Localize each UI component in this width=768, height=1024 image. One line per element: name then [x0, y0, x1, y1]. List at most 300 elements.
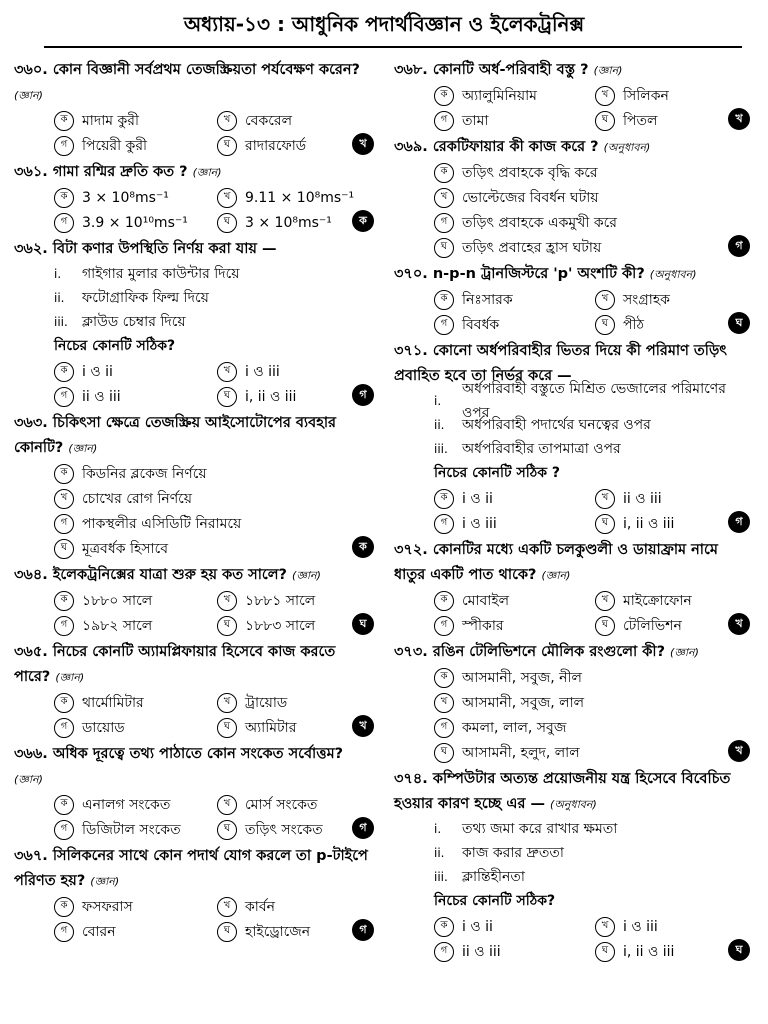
question-item	[394, 58, 750, 133]
answer-option[interactable]	[595, 108, 750, 133]
question-text	[14, 411, 374, 461]
statement-numeral: ii.	[54, 291, 65, 305]
answer-option[interactable]	[434, 511, 589, 536]
option-marker-icon: খ	[217, 188, 237, 208]
option-text: মোবাইল	[462, 592, 510, 609]
answer-option[interactable]	[434, 160, 750, 185]
answer-option[interactable]	[54, 108, 211, 133]
option-marker-icon: গ	[54, 514, 74, 534]
answer-option[interactable]	[434, 740, 750, 765]
options-grid	[14, 185, 374, 235]
option-text: অ্যালুমিনিয়াম	[462, 87, 537, 104]
answer-badge: খ	[352, 133, 374, 155]
question-item	[14, 640, 374, 740]
answer-badge: ক	[352, 210, 374, 232]
answer-badge: গ	[352, 384, 374, 406]
option-marker-icon: খ	[217, 591, 237, 611]
options-grid	[14, 108, 374, 158]
answer-option[interactable]	[54, 690, 211, 715]
answer-option[interactable]	[595, 914, 750, 939]
answer-option[interactable]	[54, 486, 374, 511]
option-marker-icon: ক	[434, 917, 454, 937]
question-item	[14, 844, 374, 944]
question-number: ৩৭৪.	[394, 771, 428, 787]
option-text: রাদারফোর্ড	[245, 137, 307, 154]
answer-option[interactable]	[217, 919, 374, 944]
answer-option[interactable]	[217, 185, 374, 210]
statement-numeral: ii.	[434, 846, 445, 860]
answer-option[interactable]	[217, 792, 374, 817]
question-text	[394, 58, 750, 83]
option-text: সিলিকন	[623, 87, 669, 104]
question-item	[394, 262, 750, 337]
option-text: তড়িৎ প্রবাহকে বৃদ্ধি করে	[462, 164, 598, 181]
statement-text: অর্ধপরিবাহী পদার্থের ঘনত্বের ওপর	[462, 417, 651, 433]
option-text: সংগ্রাহক	[623, 291, 670, 308]
question-number: ৩৬৪.	[14, 567, 48, 583]
option-marker-icon: গ	[54, 820, 74, 840]
option-marker-icon: গ	[54, 922, 74, 942]
option-text: ট্রায়োড	[245, 694, 288, 711]
option-text: আসামনী, হলুদ, লাল	[462, 744, 580, 761]
option-marker-icon: গ	[54, 136, 74, 156]
option-marker-icon: ক	[54, 188, 74, 208]
option-marker-icon: গ	[54, 387, 74, 407]
option-text: কার্বন	[245, 898, 276, 915]
option-marker-icon: ঘ	[54, 539, 74, 559]
question-tag: (অনুধাবন)	[649, 268, 697, 281]
question-number: ৩৬২.	[14, 241, 48, 257]
question-tag: (জ্ঞান)	[14, 773, 43, 786]
option-text: স্পীকার	[462, 617, 504, 634]
question-text	[394, 135, 750, 160]
option-text: চোখের রোগ নির্ণয়ে	[82, 490, 193, 507]
question-item	[14, 58, 374, 158]
option-marker-icon: গ	[434, 514, 454, 534]
header-divider	[44, 46, 742, 48]
answer-option[interactable]	[54, 359, 211, 384]
answer-option[interactable]	[54, 461, 374, 486]
option-text: i ও iii	[623, 918, 658, 935]
question-item	[14, 411, 374, 561]
option-text: ii ও iii	[623, 490, 662, 507]
question-body: কোনো অর্ধপরিবাহীর ভিতর দিয়ে কী পরিমাণ তড়িৎ প্রবাহিত হবে তা নির্ভর করে —	[394, 343, 728, 384]
option-marker-icon: ঘ	[217, 136, 237, 156]
option-text: বোরন	[82, 923, 116, 940]
question-number: ৩৬৭.	[14, 848, 48, 864]
statement-numeral: iii.	[434, 442, 448, 456]
option-marker-icon: ক	[54, 591, 74, 611]
options-grid	[14, 792, 374, 842]
question-text	[14, 58, 374, 108]
option-marker-icon: খ	[217, 693, 237, 713]
statement-numeral: iii.	[54, 315, 68, 329]
question-body: কোন বিজ্ঞানী সর্বপ্রথম তেজস্ক্রিয়তা পর্যবেক্ষণ করেন?	[47, 62, 360, 78]
option-text: i, ii ও iii	[245, 388, 297, 405]
statement-numeral: i.	[434, 822, 442, 836]
question-body: রঙিন টেলিভিশনে মৌলিক রংগুলো কী?	[427, 644, 671, 660]
options-grid	[14, 588, 374, 638]
question-text	[394, 640, 750, 665]
option-text: কমলা, লাল, সবুজ	[462, 719, 567, 736]
answer-badge: ক	[352, 536, 374, 558]
answer-badge: গ	[728, 511, 750, 533]
question-number: ৩৬০.	[14, 62, 48, 78]
answer-option[interactable]	[217, 384, 374, 409]
answer-option[interactable]	[595, 588, 750, 613]
option-text: ii ও iii	[462, 943, 501, 960]
option-marker-icon: ঘ	[217, 718, 237, 738]
answer-badge: ঘ	[352, 613, 374, 635]
option-text: পাকস্থলীর এসিডিটি নিরাময়ে	[82, 515, 242, 532]
statement-item	[394, 841, 750, 865]
option-marker-icon: খ	[434, 693, 454, 713]
right-column	[394, 58, 750, 966]
option-text: ii ও iii	[82, 388, 121, 405]
option-text: 3 × 10⁸ms⁻¹	[82, 189, 169, 206]
answer-option[interactable]	[54, 536, 374, 561]
answer-option[interactable]	[595, 287, 750, 312]
question-body: গামা রশ্মির দ্রুতি কত ?	[47, 164, 193, 180]
statement-item	[14, 310, 374, 334]
answer-badge: খ	[352, 715, 374, 737]
question-body: বিটা কণার উপস্থিতি নির্ণয় করা যায় —	[47, 241, 277, 257]
option-marker-icon: ক	[54, 111, 74, 131]
option-marker-icon: ক	[434, 290, 454, 310]
option-text: ফসফরাস	[82, 898, 133, 915]
option-marker-icon: ঘ	[595, 514, 615, 534]
options-grid	[394, 588, 750, 638]
question-tag: (জ্ঞান)	[670, 646, 699, 659]
option-marker-icon: খ	[54, 489, 74, 509]
option-marker-icon: খ	[595, 86, 615, 106]
option-text: পিতল	[623, 112, 658, 129]
option-text: তামা	[462, 112, 489, 129]
options-grid	[394, 914, 750, 964]
question-body: সিলিকনের সাথে কোন পদার্থ যোগ করলে তা p-টাইপে পরিণত হয়?	[14, 848, 368, 889]
statement-text: ক্লাউড চেম্বার দিয়ে	[82, 314, 186, 330]
option-text: i, ii ও iii	[623, 943, 675, 960]
option-text: i ও ii	[462, 490, 493, 507]
option-text: টেলিভিশন	[623, 617, 682, 634]
answer-option[interactable]	[217, 894, 374, 919]
option-marker-icon: ক	[434, 668, 454, 688]
option-marker-icon: ক	[54, 362, 74, 382]
answer-option[interactable]	[54, 894, 211, 919]
option-text: থার্মোমিটার	[82, 694, 144, 711]
question-body: কোনটির মধ্যে একটি চলকুণ্ডলী ও ডায়াফ্রাম নামে ধাতুর একটি পাত থাকে?	[394, 542, 718, 583]
answer-option[interactable]	[217, 613, 374, 638]
option-marker-icon: ক	[54, 464, 74, 484]
answer-option[interactable]	[217, 108, 374, 133]
answer-badge: ঘ	[728, 939, 750, 961]
option-marker-icon: ক	[54, 795, 74, 815]
option-text: বিবর্ধক	[462, 316, 500, 333]
question-body: চিকিৎসা ক্ষেত্রে তেজস্ক্রিয় আইসোটোপের ব্যবহার কোনটি?	[14, 415, 336, 456]
option-marker-icon: খ	[595, 290, 615, 310]
answer-option[interactable]	[434, 613, 589, 638]
option-marker-icon: খ	[595, 489, 615, 509]
option-marker-icon: ক	[54, 693, 74, 713]
question-body: অধিক দূরত্বে তথ্য পাঠাতে কোন সংকেত সর্বোত্তম?	[47, 746, 344, 762]
option-marker-icon: গ	[54, 213, 74, 233]
answer-option[interactable]	[434, 108, 589, 133]
statement-text: অর্ধপরিবাহী বস্তুতে মিশ্রিত ভেজালের পরিমাণের ওপর	[462, 381, 726, 421]
answer-badge: গ	[352, 817, 374, 839]
option-marker-icon: গ	[434, 111, 454, 131]
answer-option[interactable]	[434, 287, 589, 312]
option-text: তড়িৎ প্রবাহকে একমুখী করে	[462, 214, 617, 231]
answer-option[interactable]	[595, 511, 750, 536]
answer-option[interactable]	[434, 588, 589, 613]
answer-option[interactable]	[595, 312, 750, 337]
statement-item	[394, 381, 750, 421]
answer-badge: ঘ	[728, 312, 750, 334]
question-number: ৩৬৫.	[14, 644, 48, 660]
options-grid	[14, 461, 374, 561]
answer-option[interactable]	[54, 817, 211, 842]
question-text	[14, 237, 374, 262]
option-text: বেকরেল	[245, 112, 293, 129]
option-marker-icon: গ	[434, 616, 454, 636]
options-grid	[394, 486, 750, 536]
option-marker-icon: গ	[434, 213, 454, 233]
option-text: হাইড্রোজেন	[245, 923, 311, 940]
option-marker-icon: গ	[54, 718, 74, 738]
answer-option[interactable]	[54, 185, 211, 210]
question-text	[14, 160, 374, 185]
option-marker-icon: ঘ	[595, 111, 615, 131]
answer-badge: খ	[728, 613, 750, 635]
question-tag: (জ্ঞান)	[292, 569, 321, 582]
statement-item	[14, 286, 374, 310]
question-item	[394, 339, 750, 536]
answer-option[interactable]	[54, 588, 211, 613]
statement-item	[394, 817, 750, 841]
answer-option[interactable]	[54, 715, 211, 740]
option-text: মাদাম কুরী	[82, 112, 139, 129]
question-number: ৩৬৩.	[14, 415, 48, 431]
options-grid	[14, 690, 374, 740]
answer-badge: গ	[352, 919, 374, 941]
option-text: ১৮৮৩ সালে	[245, 617, 316, 634]
sub-question: নিচের কোনটি সঠিক ?	[434, 465, 561, 481]
options-grid	[14, 894, 374, 944]
options-grid	[394, 287, 750, 337]
answer-option[interactable]	[217, 133, 374, 158]
option-text: i ও iii	[462, 515, 497, 532]
option-text: i ও ii	[462, 918, 493, 935]
option-marker-icon: ক	[434, 489, 454, 509]
option-marker-icon: খ	[217, 362, 237, 382]
question-tag: (জ্ঞান)	[593, 64, 623, 77]
option-text: তড়িৎ সংকেত	[245, 821, 323, 838]
answer-option[interactable]	[434, 665, 750, 690]
answer-option[interactable]	[434, 486, 589, 511]
answer-badge: গ	[728, 235, 750, 257]
statement-numeral: i.	[434, 394, 442, 408]
question-tag: (অনুধাবন)	[550, 798, 597, 811]
option-text: ডিজিটাল সংকেত	[82, 821, 181, 838]
answer-option[interactable]	[217, 588, 374, 613]
option-text: তড়িৎ প্রবাহের হ্রাস ঘটায়	[462, 239, 602, 256]
option-text: অ্যামিটার	[245, 719, 297, 736]
option-marker-icon: ঘ	[217, 820, 237, 840]
question-body: কম্পিউটার অত্যন্ত প্রয়োজনীয় যন্ত্র হিসেবে বিবেচিত হওয়ার কারণ হচ্ছে এর —	[394, 771, 731, 812]
answer-badge: খ	[728, 108, 750, 130]
option-text: 9.11 × 10⁸ms⁻¹	[245, 189, 355, 206]
option-text: এনালগ সংকেত	[82, 796, 171, 813]
option-text: ভোল্টেজের বিবর্ধন ঘটায়	[462, 189, 599, 206]
option-marker-icon: খ	[217, 795, 237, 815]
statement-text: কাজ করার দ্রুততা	[462, 845, 564, 861]
question-text	[14, 640, 374, 690]
answer-option[interactable]	[434, 690, 750, 715]
option-text: ডায়োড	[82, 719, 125, 736]
option-marker-icon: ঘ	[217, 922, 237, 942]
option-text: মাইক্রোফোন	[623, 592, 692, 609]
options-grid	[14, 359, 374, 409]
statement-item	[394, 865, 750, 889]
option-marker-icon: ঘ	[595, 942, 615, 962]
question-number: ৩৭০.	[394, 266, 428, 282]
option-marker-icon: খ	[217, 897, 237, 917]
question-text	[394, 538, 750, 588]
option-marker-icon: গ	[434, 942, 454, 962]
answer-option[interactable]	[595, 613, 750, 638]
answer-option[interactable]	[434, 185, 750, 210]
answer-option[interactable]	[434, 210, 750, 235]
question-item	[394, 767, 750, 964]
answer-option[interactable]	[434, 83, 589, 108]
answer-option[interactable]	[54, 613, 211, 638]
option-text: পিয়েরী কুরী	[82, 137, 148, 154]
statement-numeral: ii.	[434, 418, 445, 432]
question-number: ৩৬১.	[14, 164, 48, 180]
statement-text: গাইগার মুলার কাউন্টার দিয়ে	[82, 266, 240, 282]
question-number: ৩৭২.	[394, 542, 428, 558]
question-body: রেকটিফায়ার কী কাজ করে ?	[427, 139, 604, 155]
option-marker-icon: খ	[217, 111, 237, 131]
question-item	[14, 237, 374, 409]
question-body: নিচের কোনটি অ্যামপ্লিফায়ার হিসেবে কাজ করতে পারে?	[14, 644, 336, 685]
option-marker-icon: খ	[595, 591, 615, 611]
question-item	[14, 742, 374, 842]
option-marker-icon: গ	[434, 315, 454, 335]
question-text	[14, 563, 374, 588]
option-text: পীঠ	[623, 316, 644, 333]
question-number: ৩৬৯.	[394, 139, 428, 155]
answer-option[interactable]	[217, 690, 374, 715]
answer-option[interactable]	[434, 939, 589, 964]
answer-option[interactable]	[54, 210, 211, 235]
option-text: i, ii ও iii	[623, 515, 675, 532]
question-item	[394, 538, 750, 638]
option-marker-icon: খ	[595, 917, 615, 937]
answer-option[interactable]	[595, 939, 750, 964]
option-text: ১৮৮১ সালে	[245, 592, 316, 609]
question-number: ৩৬৬.	[14, 746, 48, 762]
question-tag: (জ্ঞান)	[14, 89, 43, 102]
option-marker-icon: ঘ	[434, 238, 454, 258]
statement-item	[14, 262, 374, 286]
answer-option[interactable]	[217, 817, 374, 842]
question-tag: (জ্ঞান)	[192, 166, 222, 179]
option-text: ১৮৮০ সালে	[82, 592, 153, 609]
statement-numeral: iii.	[434, 870, 448, 884]
question-item	[394, 135, 750, 260]
answer-option[interactable]	[434, 715, 750, 740]
option-marker-icon: গ	[54, 616, 74, 636]
answer-option[interactable]	[595, 83, 750, 108]
option-marker-icon: খ	[434, 188, 454, 208]
option-text: মূত্রবর্ধক হিসাবে	[82, 540, 169, 557]
answer-option[interactable]	[54, 133, 211, 158]
answer-option[interactable]	[54, 384, 211, 409]
option-marker-icon: ক	[434, 591, 454, 611]
answer-option[interactable]	[434, 914, 589, 939]
question-body: ইলেকট্রনিক্সের যাত্রা শুরু হয় কত সালে?	[47, 567, 293, 583]
statement-text: ক্লান্তিহীনতা	[462, 869, 525, 885]
answer-badge: খ	[728, 740, 750, 762]
option-marker-icon: ঘ	[217, 213, 237, 233]
option-marker-icon: ঘ	[595, 616, 615, 636]
statement-text: ফটোগ্রাফিক ফিল্ম দিয়ে	[82, 290, 209, 306]
answer-option[interactable]	[54, 919, 211, 944]
question-body: n-p-n ট্রানজিস্টরে 'p' অংশটি কী?	[427, 266, 650, 282]
statement-item	[394, 437, 750, 461]
question-text	[14, 844, 374, 894]
option-text: i ও iii	[245, 363, 280, 380]
option-marker-icon: ক	[434, 86, 454, 106]
options-grid	[394, 160, 750, 260]
question-number: ৩৭৩.	[394, 644, 428, 660]
question-item	[14, 563, 374, 638]
question-tag: (জ্ঞান)	[68, 442, 98, 455]
option-text: 3 × 10⁸ms⁻¹	[245, 214, 332, 231]
question-tag: (জ্ঞান)	[90, 875, 120, 888]
question-tag: (জ্ঞান)	[541, 569, 571, 582]
question-tag: (জ্ঞান)	[55, 671, 85, 684]
answer-option[interactable]	[217, 715, 374, 740]
statement-numeral: i.	[54, 267, 62, 281]
option-text: i ও ii	[82, 363, 113, 380]
answer-option[interactable]	[217, 210, 374, 235]
options-grid	[394, 665, 750, 765]
question-text	[14, 742, 374, 792]
question-number: ৩৬৮.	[394, 62, 428, 78]
question-text	[394, 262, 750, 287]
option-text: নিঃসারক	[462, 291, 513, 308]
answer-option[interactable]	[54, 511, 374, 536]
question-item	[14, 160, 374, 235]
options-grid	[394, 83, 750, 133]
statement-text: অর্ধপরিবাহীর তাপমাত্রা ওপর	[462, 441, 621, 457]
answer-option[interactable]	[217, 359, 374, 384]
answer-option[interactable]	[434, 312, 589, 337]
option-text: কিডনির ব্লকেজ নির্ণয়ে	[82, 465, 207, 482]
option-text: 3.9 × 10¹⁰ms⁻¹	[82, 214, 188, 231]
answer-option[interactable]	[434, 235, 750, 260]
option-text: ১৯৮২ সালে	[82, 617, 153, 634]
answer-option[interactable]	[54, 792, 211, 817]
option-marker-icon: ক	[434, 163, 454, 183]
answer-option[interactable]	[595, 486, 750, 511]
option-text: আসমানী, সবুজ, লাল	[462, 694, 585, 711]
sub-question: নিচের কোনটি সঠিক?	[434, 893, 556, 909]
chapter-header	[0, 6, 768, 42]
option-marker-icon: ঘ	[217, 387, 237, 407]
